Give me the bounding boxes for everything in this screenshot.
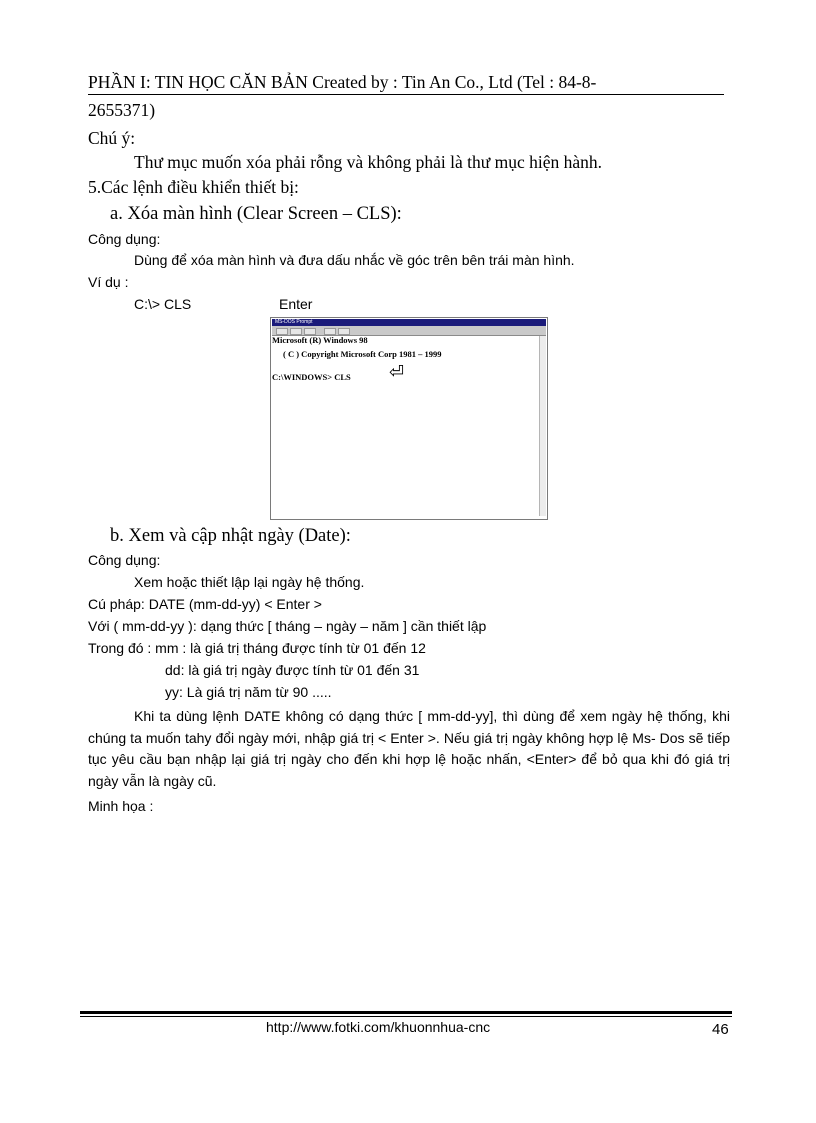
subsection-a-title: a. Xóa màn hình (Clear Screen – CLS): — [110, 204, 402, 224]
usage-label-b: Công dụng: — [88, 552, 161, 568]
example-command: C:\> CLS — [134, 296, 192, 312]
definition-mm: Trong đó : mm : là giá trị tháng được tính từ 01 đến 12 — [88, 640, 426, 656]
definition-yy: yy: Là giá trị năm từ 90 ..... — [165, 684, 332, 700]
usage-text-b: Xem hoặc thiết lập lại ngày hệ thống. — [134, 574, 365, 590]
toolbar-button — [304, 328, 316, 335]
note-text: Thư mục muốn xóa phải rỗng và không phải là thư mục hiện hành. — [134, 152, 603, 172]
footer-rule — [80, 1011, 732, 1014]
definition-dd: dd: là giá trị ngày được tính từ 01 đến 31 — [165, 662, 420, 678]
dos-prompt: C:\WINDOWS> CLS — [272, 372, 351, 382]
toolbar-button — [276, 328, 288, 335]
subsection-b-title: b. Xem và cập nhật ngày (Date): — [110, 526, 351, 546]
toolbar-button — [324, 328, 336, 335]
page-number: 46 — [712, 1021, 729, 1038]
dos-line-1: Microsoft (R) Windows 98 — [272, 335, 368, 345]
usage-label-a: Công dụng: — [88, 231, 161, 247]
footer-rule-thin — [80, 1016, 732, 1017]
enter-arrow-icon: ⏎ — [389, 362, 405, 382]
header-rule — [88, 94, 724, 95]
illustration-label: Minh họa : — [88, 798, 154, 814]
dos-scrollbar — [539, 336, 546, 516]
note-label: Chú ý: — [88, 128, 136, 148]
page-header-continued: 2655371) — [88, 100, 156, 120]
dos-line-2: ( C ) Copyright Microsoft Corp 1981 – 1999 — [283, 349, 442, 359]
section-title: 5.Các lệnh điều khiển thiết bị: — [88, 177, 299, 197]
usage-text-a: Dùng để xóa màn hình và đưa dấu nhắc về góc trên bên trái màn hình. — [134, 252, 575, 268]
dos-titlebar — [272, 319, 546, 326]
toolbar-button — [338, 328, 350, 335]
syntax-line: Cú pháp: DATE (mm-dd-yy) < Enter > — [88, 596, 322, 612]
dos-title: MS-DOS Prompt — [275, 319, 313, 325]
ms-dos-window-figure — [270, 317, 548, 520]
example-label: Ví dụ : — [88, 274, 129, 290]
body-paragraph: Khi ta dùng lệnh DATE không có dạng thức [ mm-dd-yy], thì dùng để xem ngày hệ thống, khi chúng ta muốn tahy đổi ngày mới, nhập giá trị < Enter >. Nếu giá trị ngày không hợp lệ Ms- Dos sẽ tiếp tục yêu cầu bạn nhập lại giá trị ngày cho đến khi hợp lệ hoặc nhấn, <Enter> để bỏ qua khi đó giá trị ngày vẫn là ngày cũ. — [88, 708, 730, 789]
example-key: Enter — [279, 296, 313, 312]
footer-url: http://www.fotki.com/khuonnhua-cnc — [266, 1019, 491, 1035]
format-line: Với ( mm-dd-yy ): dạng thức [ tháng – ngày – năm ] cần thiết lập — [88, 618, 487, 634]
toolbar-button — [290, 328, 302, 335]
page-header: PHẦN I: TIN HỌC CĂN BẢN Created by : Tin An Co., Ltd (Tel : 84-8- — [88, 72, 597, 92]
